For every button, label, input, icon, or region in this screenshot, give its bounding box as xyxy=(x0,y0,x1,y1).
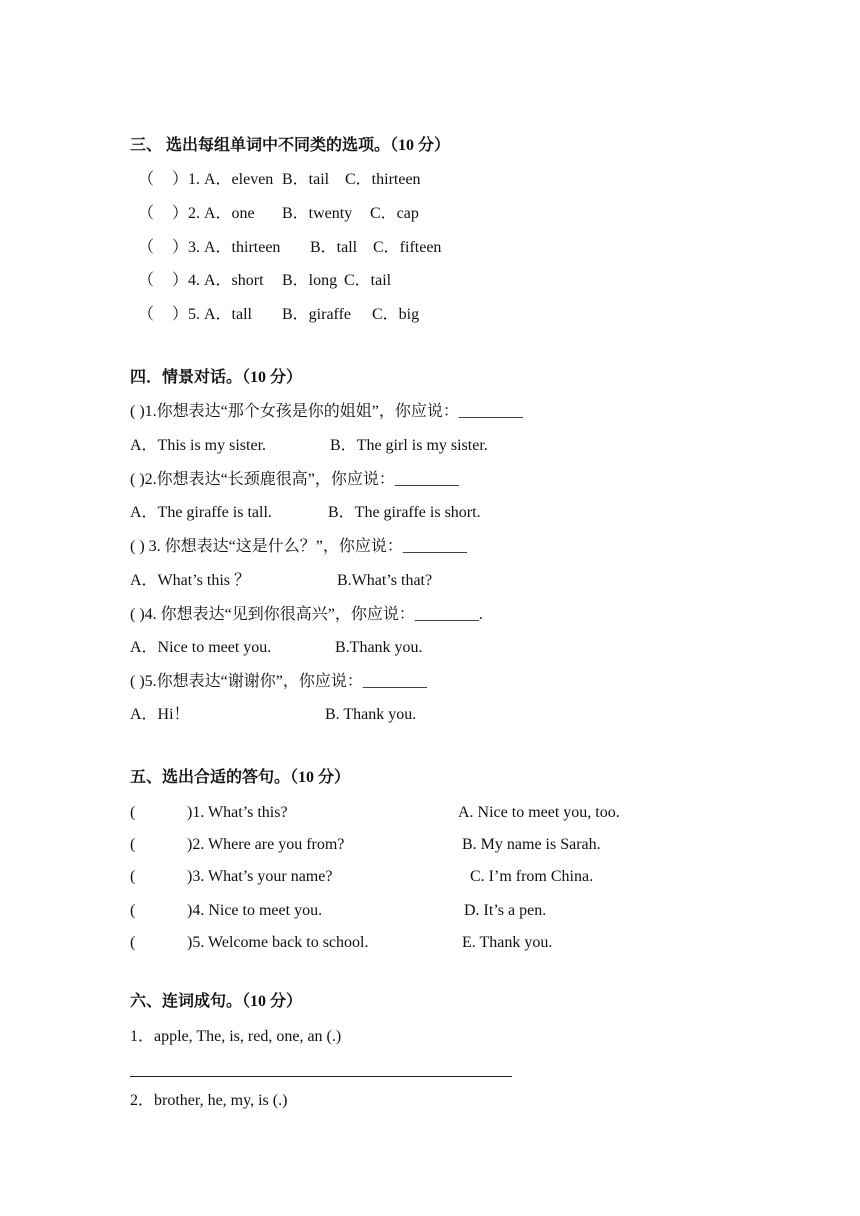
answer-bracket-open: （ xyxy=(138,306,155,323)
answer-bracket-open: ( xyxy=(130,804,136,821)
question-text: )2. Where are you from? xyxy=(187,836,345,853)
answer-option: E. Thank you. xyxy=(462,934,553,951)
item-number: ）3. xyxy=(172,239,201,256)
section3-heading: 三、 选出每组单词中不同类的选项。（10 分） xyxy=(130,137,451,154)
option-a: A．This is my sister. xyxy=(130,437,267,454)
option-c: C．thirteen xyxy=(345,171,421,188)
answer-bracket-open: ( xyxy=(130,902,136,919)
option-b: B．twenty xyxy=(282,205,353,222)
answer-writing-line[interactable] xyxy=(130,1076,512,1077)
answer-option: C. I’m from China. xyxy=(470,868,594,885)
dialogue-question: ( )5.你想表达“谢谢你”，你应说：________ xyxy=(130,673,427,690)
option-b: B.What’s that? xyxy=(337,572,433,589)
question-text: )1. What’s this? xyxy=(187,804,288,821)
option-a: A．eleven xyxy=(204,171,274,188)
option-c: C．big xyxy=(372,306,420,323)
option-c: C．tail xyxy=(344,272,392,289)
item-number: ）4. xyxy=(172,272,201,289)
question-text: )4. Nice to meet you. xyxy=(187,902,323,919)
answer-option: D. It’s a pen. xyxy=(464,902,547,919)
dialogue-question: ( )2.你想表达“长颈鹿很高”，你应说：________ xyxy=(130,471,459,488)
sentence-item-2: 2．brother, he, my, is (.) xyxy=(130,1092,288,1109)
answer-bracket-open: ( xyxy=(130,836,136,853)
answer-bracket-open: （ xyxy=(138,171,155,188)
option-a: A．thirteen xyxy=(204,239,281,256)
answer-bracket-open: （ xyxy=(138,272,155,289)
option-a: A．Nice to meet you. xyxy=(130,639,272,656)
option-b: B．tail xyxy=(282,171,330,188)
option-b: B．The girl is my sister. xyxy=(330,437,488,454)
answer-bracket-open: （ xyxy=(138,239,155,256)
answer-option: B. My name is Sarah. xyxy=(462,836,601,853)
section5-heading: 五、选出合适的答句。（10 分） xyxy=(130,769,351,786)
answer-bracket-open: （ xyxy=(138,205,155,222)
section4-heading: 四．情景对话。（10 分） xyxy=(130,369,303,386)
option-b: B．giraffe xyxy=(282,306,352,323)
item-number: ）5. xyxy=(172,306,201,323)
question-text: )5. Welcome back to school. xyxy=(187,934,369,951)
question-text: )3. What’s your name? xyxy=(187,868,333,885)
dialogue-question: ( ) 3. 你想表达“这是什么？”，你应说：________ xyxy=(130,538,467,555)
item-number: ）2. xyxy=(172,205,201,222)
option-a: A．Hi！ xyxy=(130,706,190,723)
section6-heading: 六、连词成句。（10 分） xyxy=(130,993,303,1010)
option-a: A．short xyxy=(204,272,264,289)
option-c: C．fifteen xyxy=(373,239,442,256)
sentence-item-1: 1．apple, The, is, red, one, an (.) xyxy=(130,1028,342,1045)
option-a: A．tall xyxy=(204,306,252,323)
option-c: C．cap xyxy=(370,205,419,222)
dialogue-question: ( )1.你想表达“那个女孩是你的姐姐”，你应说：________ xyxy=(130,403,523,420)
item-number: ）1. xyxy=(172,171,201,188)
option-a: A．What’s this ？ xyxy=(130,572,250,589)
option-a: A．one xyxy=(204,205,255,222)
option-b: B.Thank you. xyxy=(335,639,423,656)
answer-bracket-open: ( xyxy=(130,934,136,951)
dialogue-question: ( )4. 你想表达“见到你很高兴”，你应说：________. xyxy=(130,606,483,623)
option-b: B. Thank you. xyxy=(325,706,417,723)
option-b: B．The giraffe is short. xyxy=(328,504,481,521)
answer-bracket-open: ( xyxy=(130,868,136,885)
option-a: A．The giraffe is tall. xyxy=(130,504,272,521)
answer-option: A. Nice to meet you, too. xyxy=(458,804,620,821)
option-b: B．long xyxy=(282,272,338,289)
option-b: B．tall xyxy=(310,239,358,256)
